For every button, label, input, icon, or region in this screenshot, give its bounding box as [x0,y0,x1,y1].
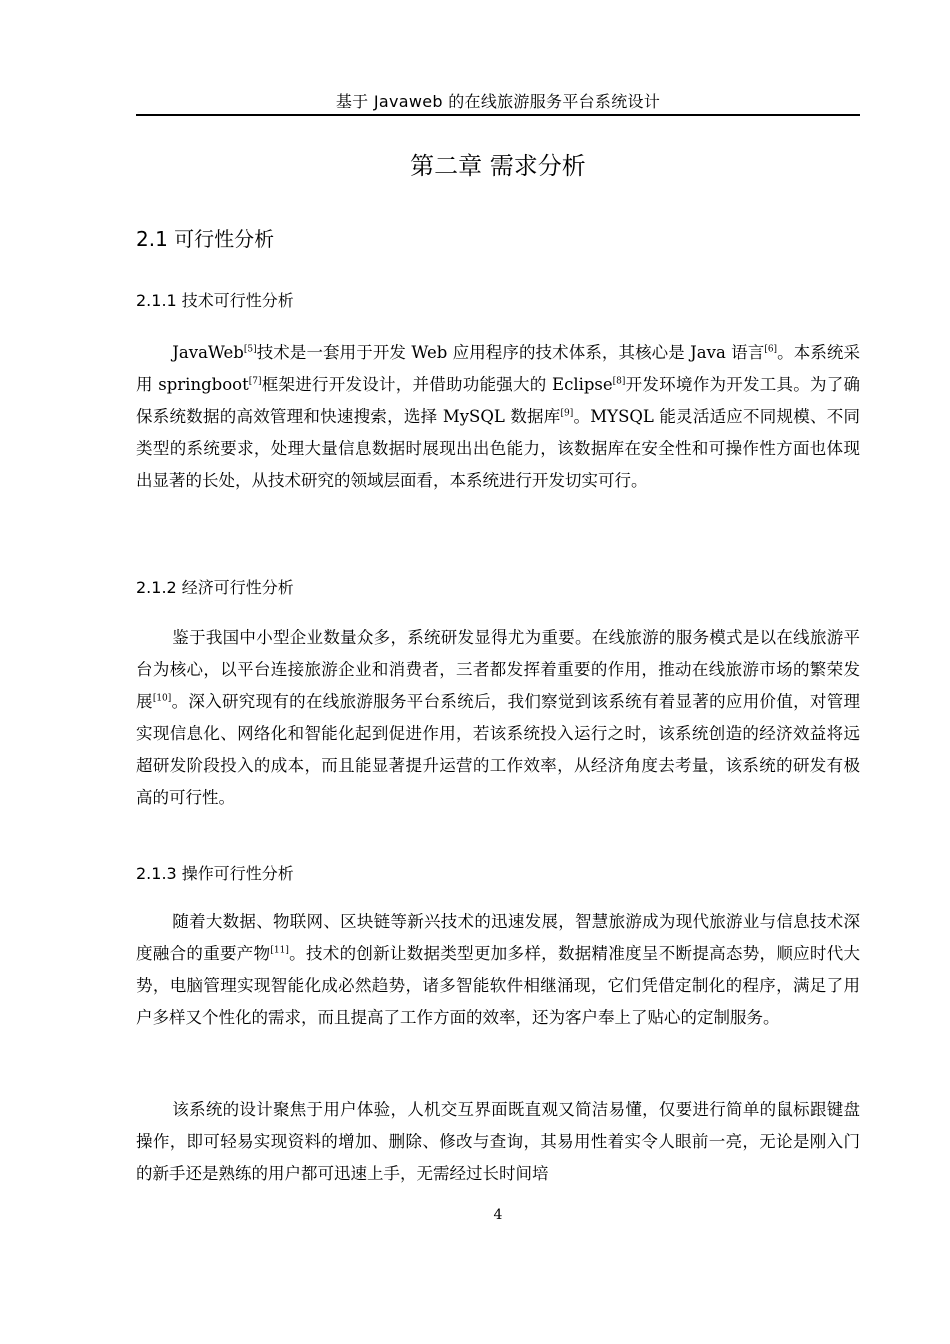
citation: [11] [270,945,289,956]
text-run: 鉴于我国中小型企业数量众多，系统研发显得尤为重要。在线旅游的服务模式是以在线旅游平台为核心，以平台连接旅游企业和消费者，三者都发挥着重要的作用，推动在线旅游市场的繁荣发展 [136,628,860,711]
text-run: JavaWeb [172,343,244,362]
text-run: 。MYSQL 能灵活适应不同规模、不同类型的系统要求，处理大量信息数据时展现出出色能力，该数据库在安全性和可操作性方面也体现出显著的长处，从技术研究的领域层面看，本系统进行开发切实可行。 [136,407,860,490]
text-run: 。本系统采用 springboot [136,343,861,394]
paragraph-economic-feasibility [136,622,860,814]
text-run: 技术是一套用于开发 Web 应用程序的技术体系，其核心是 Java 语言 [256,343,765,362]
chapter-title: 第二章 需求分析 [410,152,586,180]
subsection-title-2-1-3: 2.1.3 操作可行性分析 [136,864,294,883]
citation: [5] [243,344,257,355]
text-run: 框架进行开发设计，并借助功能强大的 Eclipse [261,375,613,394]
paragraph-user-experience: 该系统的设计聚焦于用户体验，人机交互界面既直观又简洁易懂，仅要进行简单的鼠标跟键盘操作，即可轻易实现资料的增加、删除、修改与查询，其易用性着实令人眼前一亮，无论是刚入门的新手还是熟练的用户都可迅速上手，无需经过长时间培 [136,1100,860,1183]
text-run: 随着大数据、物联网、区块链等新兴技术的迅速发展，智慧旅游成为现代旅游业与信息技术深度融合的重要产物 [136,912,860,963]
paragraph-operational-feasibility [136,906,860,1034]
paragraph-technical-feasibility [136,337,860,497]
text-run: 。技术的创新让数据类型更加多样，数据精准度呈不断提高态势，顺应时代大势，电脑管理实现智能化成必然趋势，诸多智能软件相继涌现，它们凭借定制化的程序，满足了用户多样又个性化的需求，而且提高了工作方面的效率，还为客户奉上了贴心的定制服务。 [136,944,861,1027]
citation: [8] [612,376,626,387]
text-run: 开发环境作为开发工具。为了确保系统数据的高效管理和快速搜索，选择 MySQL 数据库 [136,375,860,426]
citation: [10] [152,693,172,704]
citation: [7] [248,376,262,387]
citation: [6] [764,344,778,355]
running-header: 基于 Javaweb 的在线旅游服务平台系统设计 [335,92,661,111]
subsection-title-2-1-1: 2.1.1 技术可行性分析 [136,291,294,310]
page-number: 4 [493,1207,503,1223]
citation: [9] [560,408,574,419]
subsection-title-2-1-2: 2.1.2 经济可行性分析 [136,578,294,597]
header-rule [136,114,860,116]
section-title-2-1: 2.1 可行性分析 [136,227,275,251]
text-run: 。深入研究现有的在线旅游服务平台系统后，我们察觉到该系统有着显著的应用价值，对管理实现信息化、网络化和智能化起到促进作用，若该系统投入运行之时，该系统创造的经济效益将远超研发阶段投入的成本，而且能显著提升运营的工作效率，从经济角度去考量，该系统的研发有极高的可行性。 [136,692,861,807]
